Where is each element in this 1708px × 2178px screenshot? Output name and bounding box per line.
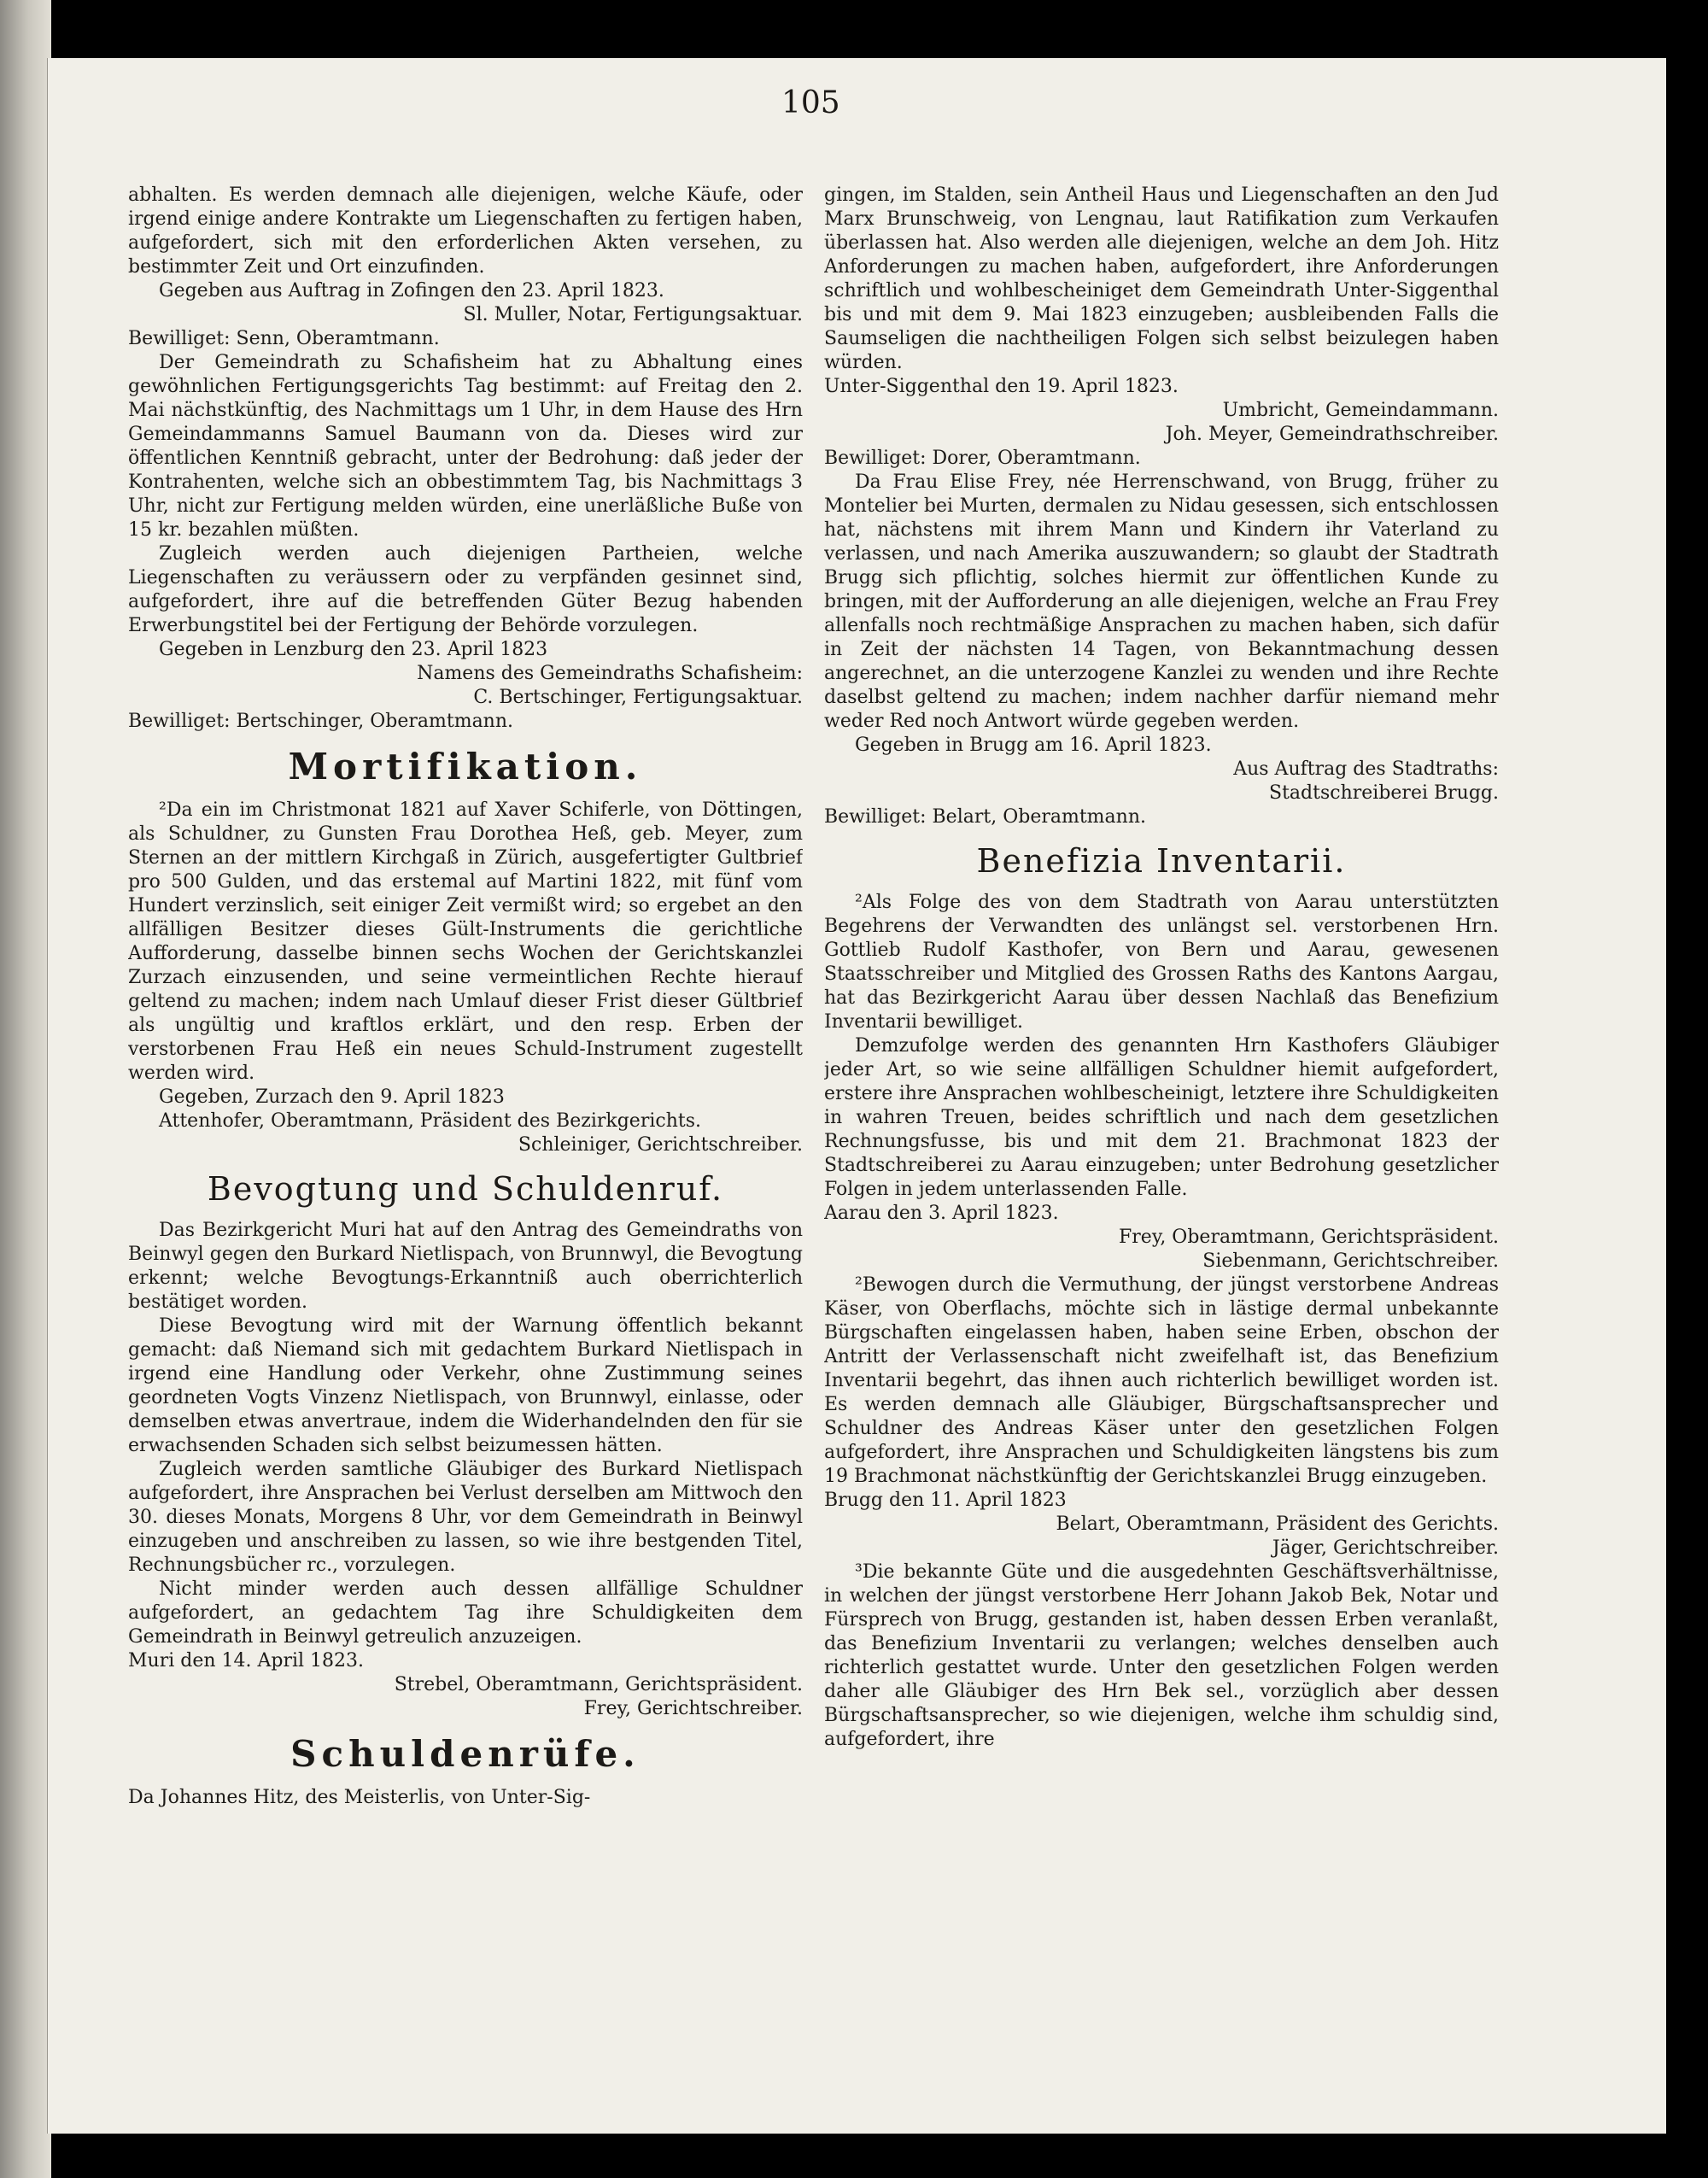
date-line: Aarau den 3. April 1823. [824,1203,1059,1224]
notice-text: Nicht minder werden auch dessen allfällige Schuldner aufgefordert, an gedachtem Tag ihre Schuldigkeiten dem Gemeindrath in Beinwyl getreulich anzuzeigen. [128,1578,803,1648]
signature-line: C. Bertschinger, Fertigungsaktuar. [473,687,803,708]
section-heading-mortifikation: Mortifikation. [288,746,643,787]
notice-text: Diese Bevogtung wird mit der Warnung öffentlich bekannt gemacht: daß Niemand sich mit gedachtem Burkard Nietlispach in irgend eine Handlung oder Verkehr, ohne Zustimmung seines geordneten Vogts Vinzenz Nietlispach, von Brunnwyl, einlasse, oder demselben etwas anvertraue, indem die Widerhandelnden den für sie erwachsenden Schaden sich selbst beizumessen hätten. [128,1315,803,1456]
date-line: Gegeben in Lenzburg den 23. April 1823 [159,639,548,660]
signature-line: Namens des Gemeindraths Schafisheim: [417,663,803,684]
date-line: Unter-Siggenthal den 19. April 1823. [824,376,1179,397]
signature-line: Belart, Oberamtmann, Präsident des Gerichts. [1056,1513,1499,1535]
section-heading-bevogtung: Bevogtung und Schuldenruf. [207,1170,724,1208]
notice-text: Das Bezirkgericht Muri hat auf den Antrag des Gemeindraths von Beinwyl gegen den Burkard Nietlispach, von Brunnwyl, die Bevogtung erkennt; welche Bevogtungs-Erkanntniß auch oberrichterlich bestätiget worden. [128,1220,803,1313]
notice-text: Da Johannes Hitz, des Meisterlis, von Unter-Sig- [128,1787,591,1808]
signature-line: Stadtschreiberei Brugg. [1269,782,1499,804]
signature-line: Aus Auftrag des Stadtraths: [1233,758,1499,780]
notice-text: Demzufolge werden des genannten Hrn Kasthofers Gläubiger jeder Art, so wie seine allfälligen Schuldner hiemit aufgefordert, erstere ihre Ansprachen wohlbescheinigt, letztere ihre Schuldigkeiten in wahren Treuen, beides schriftlich und nach dem gesetzlichen Rechnungsfusse, bis und mit dem 21. Brachmonat 1823 der Stadtschreiberei zu Aarau einzugeben; unter Bedrohung gesetzlicher Folgen in jedem unterlassenden Falle. [824,1035,1499,1200]
signature-line: Umbricht, Gemeindammann. [1222,400,1499,421]
notice-text: abhalten. Es werden demnach alle diejenigen, welche Käufe, oder irgend einige andere Kontrakte um Liegenschaften zu fertigen haben, aufgefordert, sich mit den erforderlichen Akten versehen, zu bestimmter Zeit und Ort einzufinden. [128,184,803,278]
date-line: Gegeben, Zurzach den 9. April 1823 [159,1086,505,1108]
section-heading-benefizia: Benefizia Inventarii. [976,842,1347,880]
right-column [824,184,1499,2101]
signature-line: Attenhofer, Oberamtmann, Präsident des Bezirkgerichts. [159,1110,701,1132]
notice-text: ²Bewogen durch die Vermuthung, der jüngst verstorbene Andreas Käser, von Oberflachs, möchte sich in lästige dermal unbekannte Bürgschaften eingelassen haben, haben seine Erben, obschon der Antritt der Verlassenschaft nicht zweifelhaft ist, das Benefizium Inventarii begehrt, das ihnen auch richterlich bewilliget worden ist. Es werden demnach alle Gläubiger, Bürgschaftsansprecher und Schuldner des Andreas Käser unter den gesetzlichen Folgen aufgefordert, ihre Ansprachen und Schuldigkeiten längstens bis zum 19 Brachmonat nächstkünftig der Gerichtskanzlei Brugg einzugeben. [824,1274,1499,1487]
signature-line: Joh. Meyer, Gemeindrathschreiber. [1165,424,1499,445]
notice-text: Da Frau Elise Frey, née Herrenschwand, von Brugg, früher zu Montelier bei Murten, dermalen zu Nidau gesessen, sich entschlossen hat, nächstens mit ihrem Mann und Kindern ihr Vaterland zu verlassen, und nach Amerika auszuwandern; so glaubt der Stadtrath Brugg sich pflichtig, solches hiermit zur öffentlichen Kunde zu bringen, mit der Aufforderung an alle diejenigen, welche an Frau Frey allenfalls noch rechtmäßige Ansprachen zu machen haben, sich dafür in Zeit der nächsten 14 Tagen, von Bekanntmachung dessen angerechnet, an die unterzogene Kanzlei zu wenden und ihre Rechte daselbst geltend zu machen; indem nachher darfür niemand mehr weder Red noch Antwort würde gegeben werden. [824,471,1499,732]
left-column [128,184,803,2101]
signature-line: Frey, Oberamtmann, Gerichtspräsident. [1119,1227,1499,1248]
notice-text: ²Da ein im Christmonat 1821 auf Xaver Schiferle, von Döttingen, als Schuldner, zu Gunsten Frau Dorothea Heß, geb. Meyer, zum Sternen an der mittlern Kirchgaß in Zürich, ausgefertigter Gultbrief pro 500 Gulden, und das erstemal auf Martini 1822, mit fünf vom Hundert verzinslich, seit einiger Zeit vermißt wird; so ergebet an den allfälligen Besitzer dieses Gült-Instruments die gerichtliche Aufforderung, dasselbe binnen sechs Wochen der Gerichtskanzlei Zurzach einzusenden, und seine vermeintlichen Rechte hierauf geltend zu machen; indem nach Umlauf dieser Frist dieser Gültbrief als ungültig und kraftlos erklärt, und den resp. Erben der verstorbenen Frau Heß ein neues Schuld-Instrument zugestellt werden wird. [128,799,803,1084]
notice-text: Zugleich werden samtliche Gläubiger des Burkard Nietlispach aufgefordert, ihre Ansprachen bei Verlust derselben am Mittwoch den 30. dieses Monats, Morgens 8 Uhr, vor dem Gemeindrath in Beinwyl einzugeben und anschreiben zu lassen, so wie ihre bestgenden Titel, Rechnungsbücher rc., vorzulegen. [128,1459,803,1576]
notice-text: ³Die bekannte Güte und die ausgedehnten Geschäftsverhältnisse, in welchen der jüngst verstorbene Herr Johann Jakob Bek, Notar und Fürsprech von Brugg, gestanden ist, haben dessen Erben veranlaßt, das Benefizium Inventarii zu verlangen; welches denselben auch richterlich gestattet wurde. Unter den gesetzlichen Folgen werden daher alle Gläubiger des Hrn Bek sel., vorzüglich aber dessen Bürgschaftsansprecher, so wie diejenigen, welche ihm schuldig sind, aufgefordert, ihre [824,1561,1499,1750]
date-line: Gegeben in Brugg am 16. April 1823. [855,735,1212,756]
section-heading-schuldenruefe: Schuldenrüfe. [290,1733,640,1775]
page-number: 105 [781,85,840,120]
approval-line: Bewilliget: Senn, Oberamtmann. [128,328,440,349]
notice-text: ²Als Folge des von dem Stadtrath von Aarau unterstützten Begehrens der Verwandten des unlängst sel. verstorbenen Hrn. Gottlieb Rudolf Kasthofer, von Bern und Aarau, gewesenen Staatsschreiber und Mitglied des Grossen Raths des Kantons Aargau, hat das Bezirkgericht Aarau über dessen Nachlaß das Benefizium Inventarii bewilliget. [824,892,1499,1033]
approval-line: Bewilliget: Dorer, Oberamtmann. [824,448,1141,469]
date-line: Gegeben aus Auftrag in Zofingen den 23. April 1823. [159,280,664,302]
notice-text: Der Gemeindrath zu Schafisheim hat zu Abhaltung eines gewöhnlichen Fertigungsgerichts Tag bestimmt: auf Freitag den 2. Mai nächstkünftig, des Nachmittags um 1 Uhr, in dem Hause des Hrn Gemeindammanns Samuel Baumann von da. Dieses wird zur öffentlichen Kenntniß gebracht, unter der Bedrohung: daß jeder der Kontrahenten, welche sich an obbestimmtem Tag, bis Nachmittags 3 Uhr, nicht zur Fertigung melden würden, eine unerläßliche Buße von 15 kr. bezahlen müßten. [128,352,803,541]
signature-line: Siebenmann, Gerichtschreiber. [1202,1250,1499,1272]
notice-text: Zugleich werden auch diejenigen Partheien, welche Liegenschaften zu veräussern oder zu verpfänden gesinnet sind, aufgefordert, ihre auf die betreffenden Güter Bezug habenden Erwerbungstitel bei der Fertigung der Behörde vorzulegen. [128,543,803,636]
notice-text: gingen, im Stalden, sein Antheil Haus und Liegenschaften an den Jud Marx Brunschweig, von Lengnau, laut Ratifikation zum Verkaufen überlassen hat. Also werden alle diejenigen, welche an dem Joh. Hitz Anforderungen zu machen haben, aufgefordert, ihre Anforderungen schriftlich und wohlbescheiniget dem Gemeindrath Unter-Siggenthal bis und mit dem 9. Mai 1823 einzugeben; ausbleibenden Falls die Saumseligen die nachtheiligen Folgen sich selbst beizulegen haben würden. [824,184,1499,373]
signature-line: Sl. Muller, Notar, Fertigungsaktuar. [463,304,803,325]
signature-line: Strebel, Oberamtmann, Gerichtspräsident. [394,1674,803,1695]
book-gutter [0,0,51,2178]
signature-line: Jäger, Gerichtschreiber. [1272,1537,1499,1559]
date-line: Brugg den 11. April 1823 [824,1490,1067,1511]
approval-line: Bewilliget: Bertschinger, Oberamtmann. [128,711,514,732]
signature-line: Schleiniger, Gerichtschreiber. [518,1134,803,1156]
approval-line: Bewilliget: Belart, Oberamtmann. [824,806,1146,828]
signature-line: Frey, Gerichtschreiber. [583,1698,803,1719]
date-line: Muri den 14. April 1823. [128,1650,365,1672]
